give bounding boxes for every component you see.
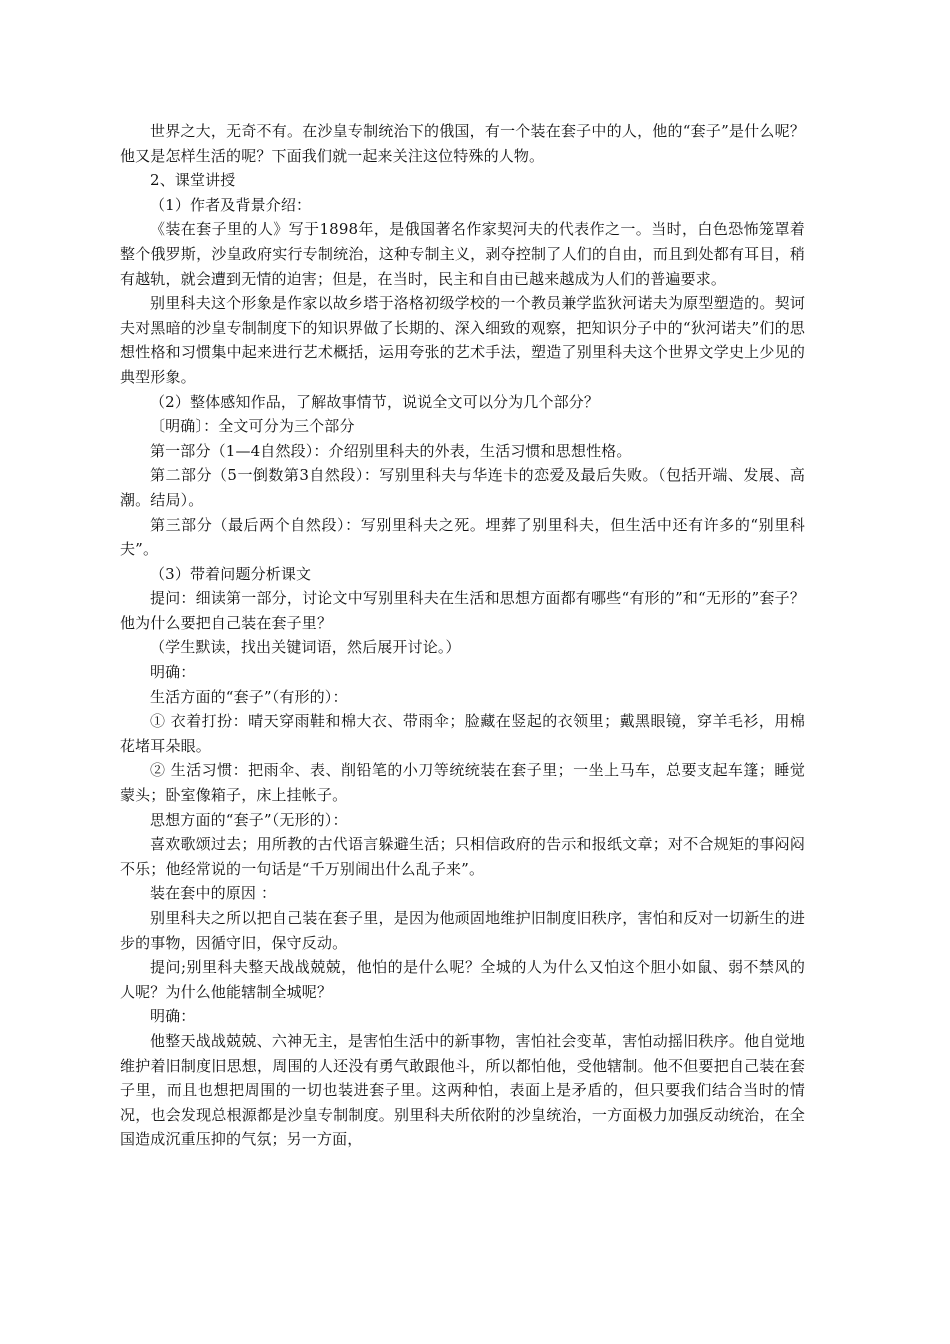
- paragraph-habits: ② 生活习惯：把雨伞、表、削铅笔的小刀等统统装在套子里；一坐上马车，总要支起车篷；睡觉蒙头；卧室像箱子，床上挂帐子。: [120, 761, 805, 805]
- paragraph-question-two: 提问;别里科夫整天战战兢兢，他怕的是什么呢？全城的人为什么又怕这个胆小如鼠、弱不禁风的人呢？为什么他能辖制全城呢？: [120, 958, 805, 1001]
- paragraph-clothing: ① 衣着打扮：晴天穿雨鞋和棉大衣、带雨伞；脸藏在竖起的衣领里；戴黑眼镜，穿羊毛衫，用棉花堵耳朵眼。: [120, 712, 805, 755]
- paragraph-part-two: 第二部分（5一倒数第3自然段）：写别里科夫与华连卡的恋爱及最后失败。（包括开端、发展、高潮。结局）。: [120, 466, 805, 509]
- paragraph-reason: 别里科夫之所以把自己装在套子里，是因为他顽固地维护旧制度旧秩序，害怕和反对一切新生的进步的事物，因循守旧，保守反动。: [120, 909, 805, 952]
- subheading-overall-perception: （2）整体感知作品，了解故事情节，说说全文可以分为几个部分？: [150, 392, 600, 411]
- paragraph-part-three: 第三部分（最后两个自然段）：写别里科夫之死。埋葬了别里科夫，但生活中还有许多的“别里科夫”。: [120, 515, 805, 559]
- document-body: [120, 119, 805, 1152]
- subheading-author-background: （1）作者及背景介绍：: [150, 195, 312, 214]
- paragraph-reason-label: 装在套中的原因 ：: [150, 884, 277, 903]
- subheading-analysis: （3）带着问题分析课文: [150, 564, 312, 583]
- paragraph-clarify-label-two: 明确：: [150, 1007, 196, 1026]
- paragraph-question-one: 提问：细读第一部分，讨论文中写别里科夫在生活和思想方面都有哪些“有形的”和“无形的”套子？他为什么要把自己装在套子里？: [120, 589, 805, 632]
- paragraph-clarify-parts: 〔明确〕：全文可分为三个部分: [150, 417, 355, 436]
- paragraph-life-cover: 生活方面的“套子”（有形的）：: [150, 687, 348, 706]
- paragraph-thought-details: 喜欢歌颂过去；用所教的古代语言躲避生活；只相信政府的告示和报纸文章；对不合规矩的事闷闷不乐；他经常说的一句话是“千万别闹出什么乱子来”。: [120, 835, 805, 878]
- section-heading-lecture: 2、课堂讲授: [150, 171, 236, 190]
- paragraph-intro: 世界之大，无奇不有。在沙皇专制统治下的俄国，有一个装在套子中的人，他的“套子”是什么呢？他又是怎样生活的呢？下面我们就一起来关注这位特殊的人物。: [120, 122, 805, 165]
- paragraph-clarify-label: 明确：: [150, 663, 196, 682]
- paragraph-fear-analysis: 他整天战战兢兢、六神无主，是害怕生活中的新事物，害怕社会变革，害怕动摇旧秩序。他自觉地维护着旧制度旧思想，周围的人还没有勇气敢跟他斗，所以都怕他，受他辖制。他不但要把自己装在套子里，而且也想把周围的一切也装进套子里。这两种怕，表面上是矛盾的，但只要我们结合当时的情况，也会发现总根源都是沙皇专制制度。别里科夫所依附的沙皇统治，一方面极力加强反动统治，在全国造成沉重压抑的气氛；另一方面，: [120, 1031, 805, 1149]
- paragraph-part-one: 第一部分（1—4自然段）：介绍别里科夫的外表，生活习惯和思想性格。: [150, 441, 632, 460]
- paragraph-background: 《装在套子里的人》写于1898年，是俄国著名作家契河夫的代表作之一。当时，白色恐怖笼罩着整个俄罗斯，沙皇政府实行专制统治，这种专制主义，剥夺控制了人们的自由，而且到处都有耳目，稍有越轨，就会遭到无情的迫害；但是，在当时，民主和自由已越来越成为人们的普遍要求。: [120, 220, 805, 288]
- paragraph-student-activity: （学生默读，找出关键词语，然后展开讨论。）: [150, 638, 461, 657]
- paragraph-prototype: 别里科夫这个形象是作家以故乡塔于洛格初级学校的一个教员兼学监狄河诺夫为原型塑造的。契诃夫对黑暗的沙皇专制制度下的知识界做了长期的、深入细致的观察，把知识分子中的“狄河诺夫”们的思想性格和习惯集中起来进行艺术概括，运用夸张的艺术手法，塑造了别里科夫这个世界文学史上少见的典型形象。: [120, 294, 805, 386]
- paragraph-thought-cover: 思想方面的“套子”（无形的）：: [150, 810, 348, 829]
